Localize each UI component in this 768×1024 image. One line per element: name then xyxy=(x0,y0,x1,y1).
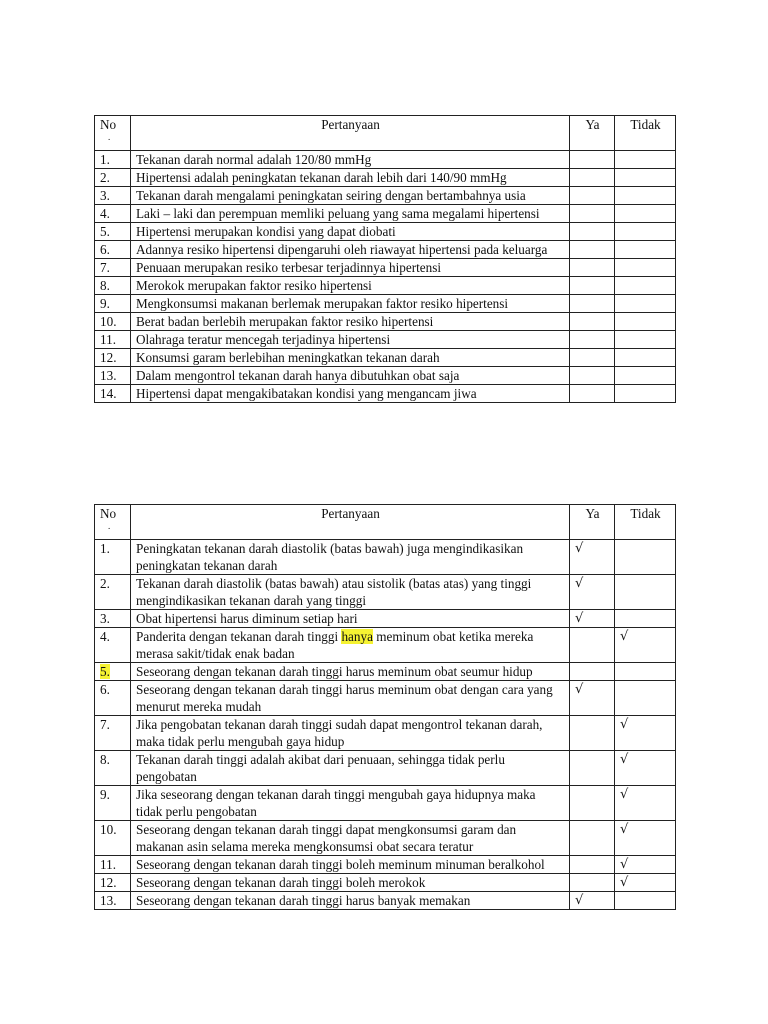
answer-tidak-cell[interactable] xyxy=(615,223,676,241)
answer-ya-cell[interactable] xyxy=(570,385,615,403)
header-tidak: Tidak xyxy=(615,505,676,540)
question-text: Mengkonsumsi makanan berlemak merupakan faktor resiko hipertensi xyxy=(131,295,570,313)
row-number: 5. xyxy=(95,223,131,241)
answer-ya-cell[interactable]: √ xyxy=(570,575,615,610)
answer-ya-cell[interactable] xyxy=(570,205,615,223)
answer-tidak-cell[interactable] xyxy=(615,187,676,205)
answer-tidak-cell[interactable]: √ xyxy=(615,716,676,751)
table-row xyxy=(95,856,676,874)
table-row xyxy=(95,628,676,663)
header-no xyxy=(95,116,131,151)
question-text: Tekanan darah normal adalah 120/80 mmHg xyxy=(131,151,570,169)
answer-tidak-cell[interactable] xyxy=(615,241,676,259)
answer-tidak-cell[interactable] xyxy=(615,610,676,628)
row-number: 4. xyxy=(95,205,131,223)
answer-tidak-cell[interactable] xyxy=(615,367,676,385)
row-number: 6. xyxy=(95,681,131,716)
row-number: 13. xyxy=(95,892,131,910)
answer-tidak-cell[interactable]: √ xyxy=(615,786,676,821)
table-row xyxy=(95,821,676,856)
question-text: Tekanan darah tinggi adalah akibat dari penuaan, sehingga tidak perlu pengobatan xyxy=(131,751,570,786)
question-text: Tekanan darah mengalami peningkatan seiring dengan bertambahnya usia xyxy=(131,187,570,205)
question-text: Hipertensi adalah peningkatan tekanan darah lebih dari 140/90 mmHg xyxy=(131,169,570,187)
answer-ya-cell[interactable] xyxy=(570,349,615,367)
row-number: 8. xyxy=(95,751,131,786)
answer-ya-cell[interactable]: √ xyxy=(570,540,615,575)
answer-tidak-cell[interactable]: √ xyxy=(615,751,676,786)
row-number: 4. xyxy=(95,628,131,663)
question-text: Peningkatan tekanan darah diastolik (batas bawah) juga mengindikasikan peningkatan tekanan darah xyxy=(131,540,570,575)
row-number: 11. xyxy=(95,856,131,874)
question-text: Berat badan berlebih merupakan faktor resiko hipertensi xyxy=(131,313,570,331)
answer-tidak-cell[interactable]: √ xyxy=(615,628,676,663)
question-text: Merokok merupakan faktor resiko hipertensi xyxy=(131,277,570,295)
row-number: 14. xyxy=(95,385,131,403)
row-number: 7. xyxy=(95,259,131,277)
answer-tidak-cell[interactable] xyxy=(615,663,676,681)
header-question: Pertanyaan xyxy=(131,505,570,540)
question-text: Jika seseorang dengan tekanan darah tinggi mengubah gaya hidupnya maka tidak perlu pengobatan xyxy=(131,786,570,821)
row-number: 10. xyxy=(95,821,131,856)
answer-ya-cell[interactable] xyxy=(570,295,615,313)
answer-ya-cell[interactable] xyxy=(570,874,615,892)
row-number: 6. xyxy=(95,241,131,259)
table-row xyxy=(95,681,676,716)
answer-ya-cell[interactable] xyxy=(570,241,615,259)
question-text: Hipertensi dapat mengakibatakan kondisi yang mengancam jiwa xyxy=(131,385,570,403)
table-row xyxy=(95,385,676,403)
table-row xyxy=(95,169,676,187)
row-number: 10. xyxy=(95,313,131,331)
answer-ya-cell[interactable] xyxy=(570,187,615,205)
answer-tidak-cell[interactable] xyxy=(615,151,676,169)
table-row xyxy=(95,663,676,681)
table-row xyxy=(95,205,676,223)
row-number: 3. xyxy=(95,187,131,205)
answer-ya-cell[interactable] xyxy=(570,367,615,385)
answer-tidak-cell[interactable] xyxy=(615,385,676,403)
answer-ya-cell[interactable] xyxy=(570,169,615,187)
question-text: Seseorang dengan tekanan darah tinggi dapat mengkonsumsi garam dan makanan asin selama mereka mengkonsumsi obat secara teratur xyxy=(131,821,570,856)
table-row xyxy=(95,223,676,241)
answer-tidak-cell[interactable] xyxy=(615,277,676,295)
questionnaire-table-2 xyxy=(94,504,676,910)
answer-ya-cell[interactable] xyxy=(570,716,615,751)
answer-ya-cell[interactable] xyxy=(570,313,615,331)
answer-ya-cell[interactable] xyxy=(570,628,615,663)
answer-ya-cell[interactable] xyxy=(570,277,615,295)
answer-tidak-cell[interactable] xyxy=(615,331,676,349)
header-tidak: Tidak xyxy=(615,116,676,151)
header-ya: Ya xyxy=(570,116,615,151)
table-row xyxy=(95,295,676,313)
table-row xyxy=(95,892,676,910)
question-text: Tekanan darah diastolik (batas bawah) atau sistolik (batas atas) yang tinggi mengindikasikan tekanan darah yang tinggi xyxy=(131,575,570,610)
row-number: 1. xyxy=(95,540,131,575)
header-no-label: No xyxy=(100,117,117,132)
answer-tidak-cell[interactable] xyxy=(615,575,676,610)
table-row xyxy=(95,575,676,610)
row-number: 9. xyxy=(95,786,131,821)
table-row xyxy=(95,187,676,205)
table-row xyxy=(95,241,676,259)
answer-tidak-cell[interactable] xyxy=(615,681,676,716)
row-number: 2. xyxy=(95,575,131,610)
answer-ya-cell[interactable]: √ xyxy=(570,892,615,910)
question-text xyxy=(131,628,570,663)
answer-ya-cell[interactable]: √ xyxy=(570,610,615,628)
answer-ya-cell[interactable] xyxy=(570,259,615,277)
answer-ya-cell[interactable]: √ xyxy=(570,681,615,716)
header-no-label: No xyxy=(100,506,117,521)
highlighted-row-number: 5. xyxy=(100,664,110,679)
question-text: Seseorang dengan tekanan darah tinggi boleh meminum minuman beralkohol xyxy=(131,856,570,874)
answer-tidak-cell[interactable]: √ xyxy=(615,856,676,874)
question-text: Seseorang dengan tekanan darah tinggi boleh merokok xyxy=(131,874,570,892)
row-number: 2. xyxy=(95,169,131,187)
question-text: Penuaan merupakan resiko terbesar terjadinnya hipertensi xyxy=(131,259,570,277)
answer-ya-cell[interactable] xyxy=(570,751,615,786)
answer-ya-cell[interactable] xyxy=(570,223,615,241)
table-row xyxy=(95,874,676,892)
question-text: Olahraga teratur mencegah terjadinya hipertensi xyxy=(131,331,570,349)
row-number: 7. xyxy=(95,716,131,751)
table-row xyxy=(95,751,676,786)
row-number: 3. xyxy=(95,610,131,628)
questionnaire-table-1 xyxy=(94,115,676,403)
table-row xyxy=(95,313,676,331)
table-header-row xyxy=(95,116,676,151)
answer-tidak-cell[interactable] xyxy=(615,892,676,910)
answer-tidak-cell[interactable] xyxy=(615,540,676,575)
table-row xyxy=(95,349,676,367)
question-text-part: meminum obat ketika mereka merasa sakit/tidak enak badan xyxy=(136,629,534,661)
answer-tidak-cell[interactable] xyxy=(615,313,676,331)
row-number: 12. xyxy=(95,349,131,367)
question-text: Seseorang dengan tekanan darah tinggi harus banyak memakan xyxy=(131,892,570,910)
question-text: Adannya resiko hipertensi dipengaruhi oleh riawayat hipertensi pada keluarga xyxy=(131,241,570,259)
header-ya: Ya xyxy=(570,505,615,540)
answer-ya-cell[interactable] xyxy=(570,786,615,821)
question-text: Obat hipertensi harus diminum setiap hari xyxy=(131,610,570,628)
header-no-dot: . xyxy=(108,521,111,531)
table-row xyxy=(95,151,676,169)
highlighted-word: hanya xyxy=(341,629,373,644)
table-row xyxy=(95,786,676,821)
table-row xyxy=(95,540,676,575)
table-row xyxy=(95,277,676,295)
answer-tidak-cell[interactable] xyxy=(615,295,676,313)
question-text: Seseorang dengan tekanan darah tinggi harus meminum obat seumur hidup xyxy=(131,663,570,681)
question-text: Laki – laki dan perempuan memliki peluang yang sama megalami hipertensi xyxy=(131,205,570,223)
answer-ya-cell[interactable] xyxy=(570,663,615,681)
answer-ya-cell[interactable] xyxy=(570,821,615,856)
question-text: Dalam mengontrol tekanan darah hanya dibutuhkan obat saja xyxy=(131,367,570,385)
answer-tidak-cell[interactable] xyxy=(615,349,676,367)
table-row xyxy=(95,259,676,277)
header-question: Pertanyaan xyxy=(131,116,570,151)
table-row xyxy=(95,367,676,385)
table-header-row xyxy=(95,505,676,540)
row-number: 8. xyxy=(95,277,131,295)
answer-tidak-cell[interactable]: √ xyxy=(615,821,676,856)
question-text: Jika pengobatan tekanan darah tinggi sudah dapat mengontrol tekanan darah, maka tidak perlu mengubah gaya hidup xyxy=(131,716,570,751)
row-number-cell xyxy=(95,663,131,681)
answer-tidak-cell[interactable] xyxy=(615,259,676,277)
answer-tidak-cell[interactable]: √ xyxy=(615,874,676,892)
row-number: 13. xyxy=(95,367,131,385)
answer-tidak-cell[interactable] xyxy=(615,205,676,223)
row-number: 9. xyxy=(95,295,131,313)
row-number: 11. xyxy=(95,331,131,349)
table-row xyxy=(95,716,676,751)
question-text: Hipertensi merupakan kondisi yang dapat diobati xyxy=(131,223,570,241)
answer-ya-cell[interactable] xyxy=(570,151,615,169)
table-row xyxy=(95,331,676,349)
question-text: Konsumsi garam berlebihan meningkatkan tekanan darah xyxy=(131,349,570,367)
answer-ya-cell[interactable] xyxy=(570,856,615,874)
question-text: Seseorang dengan tekanan darah tinggi harus meminum obat dengan cara yang menurut mereka mudah xyxy=(131,681,570,716)
header-no xyxy=(95,505,131,540)
row-number: 12. xyxy=(95,874,131,892)
row-number: 1. xyxy=(95,151,131,169)
answer-ya-cell[interactable] xyxy=(570,331,615,349)
answer-tidak-cell[interactable] xyxy=(615,169,676,187)
question-text-part: Panderita dengan tekanan darah tinggi xyxy=(136,629,342,644)
header-no-dot: . xyxy=(108,132,111,142)
table-row xyxy=(95,610,676,628)
